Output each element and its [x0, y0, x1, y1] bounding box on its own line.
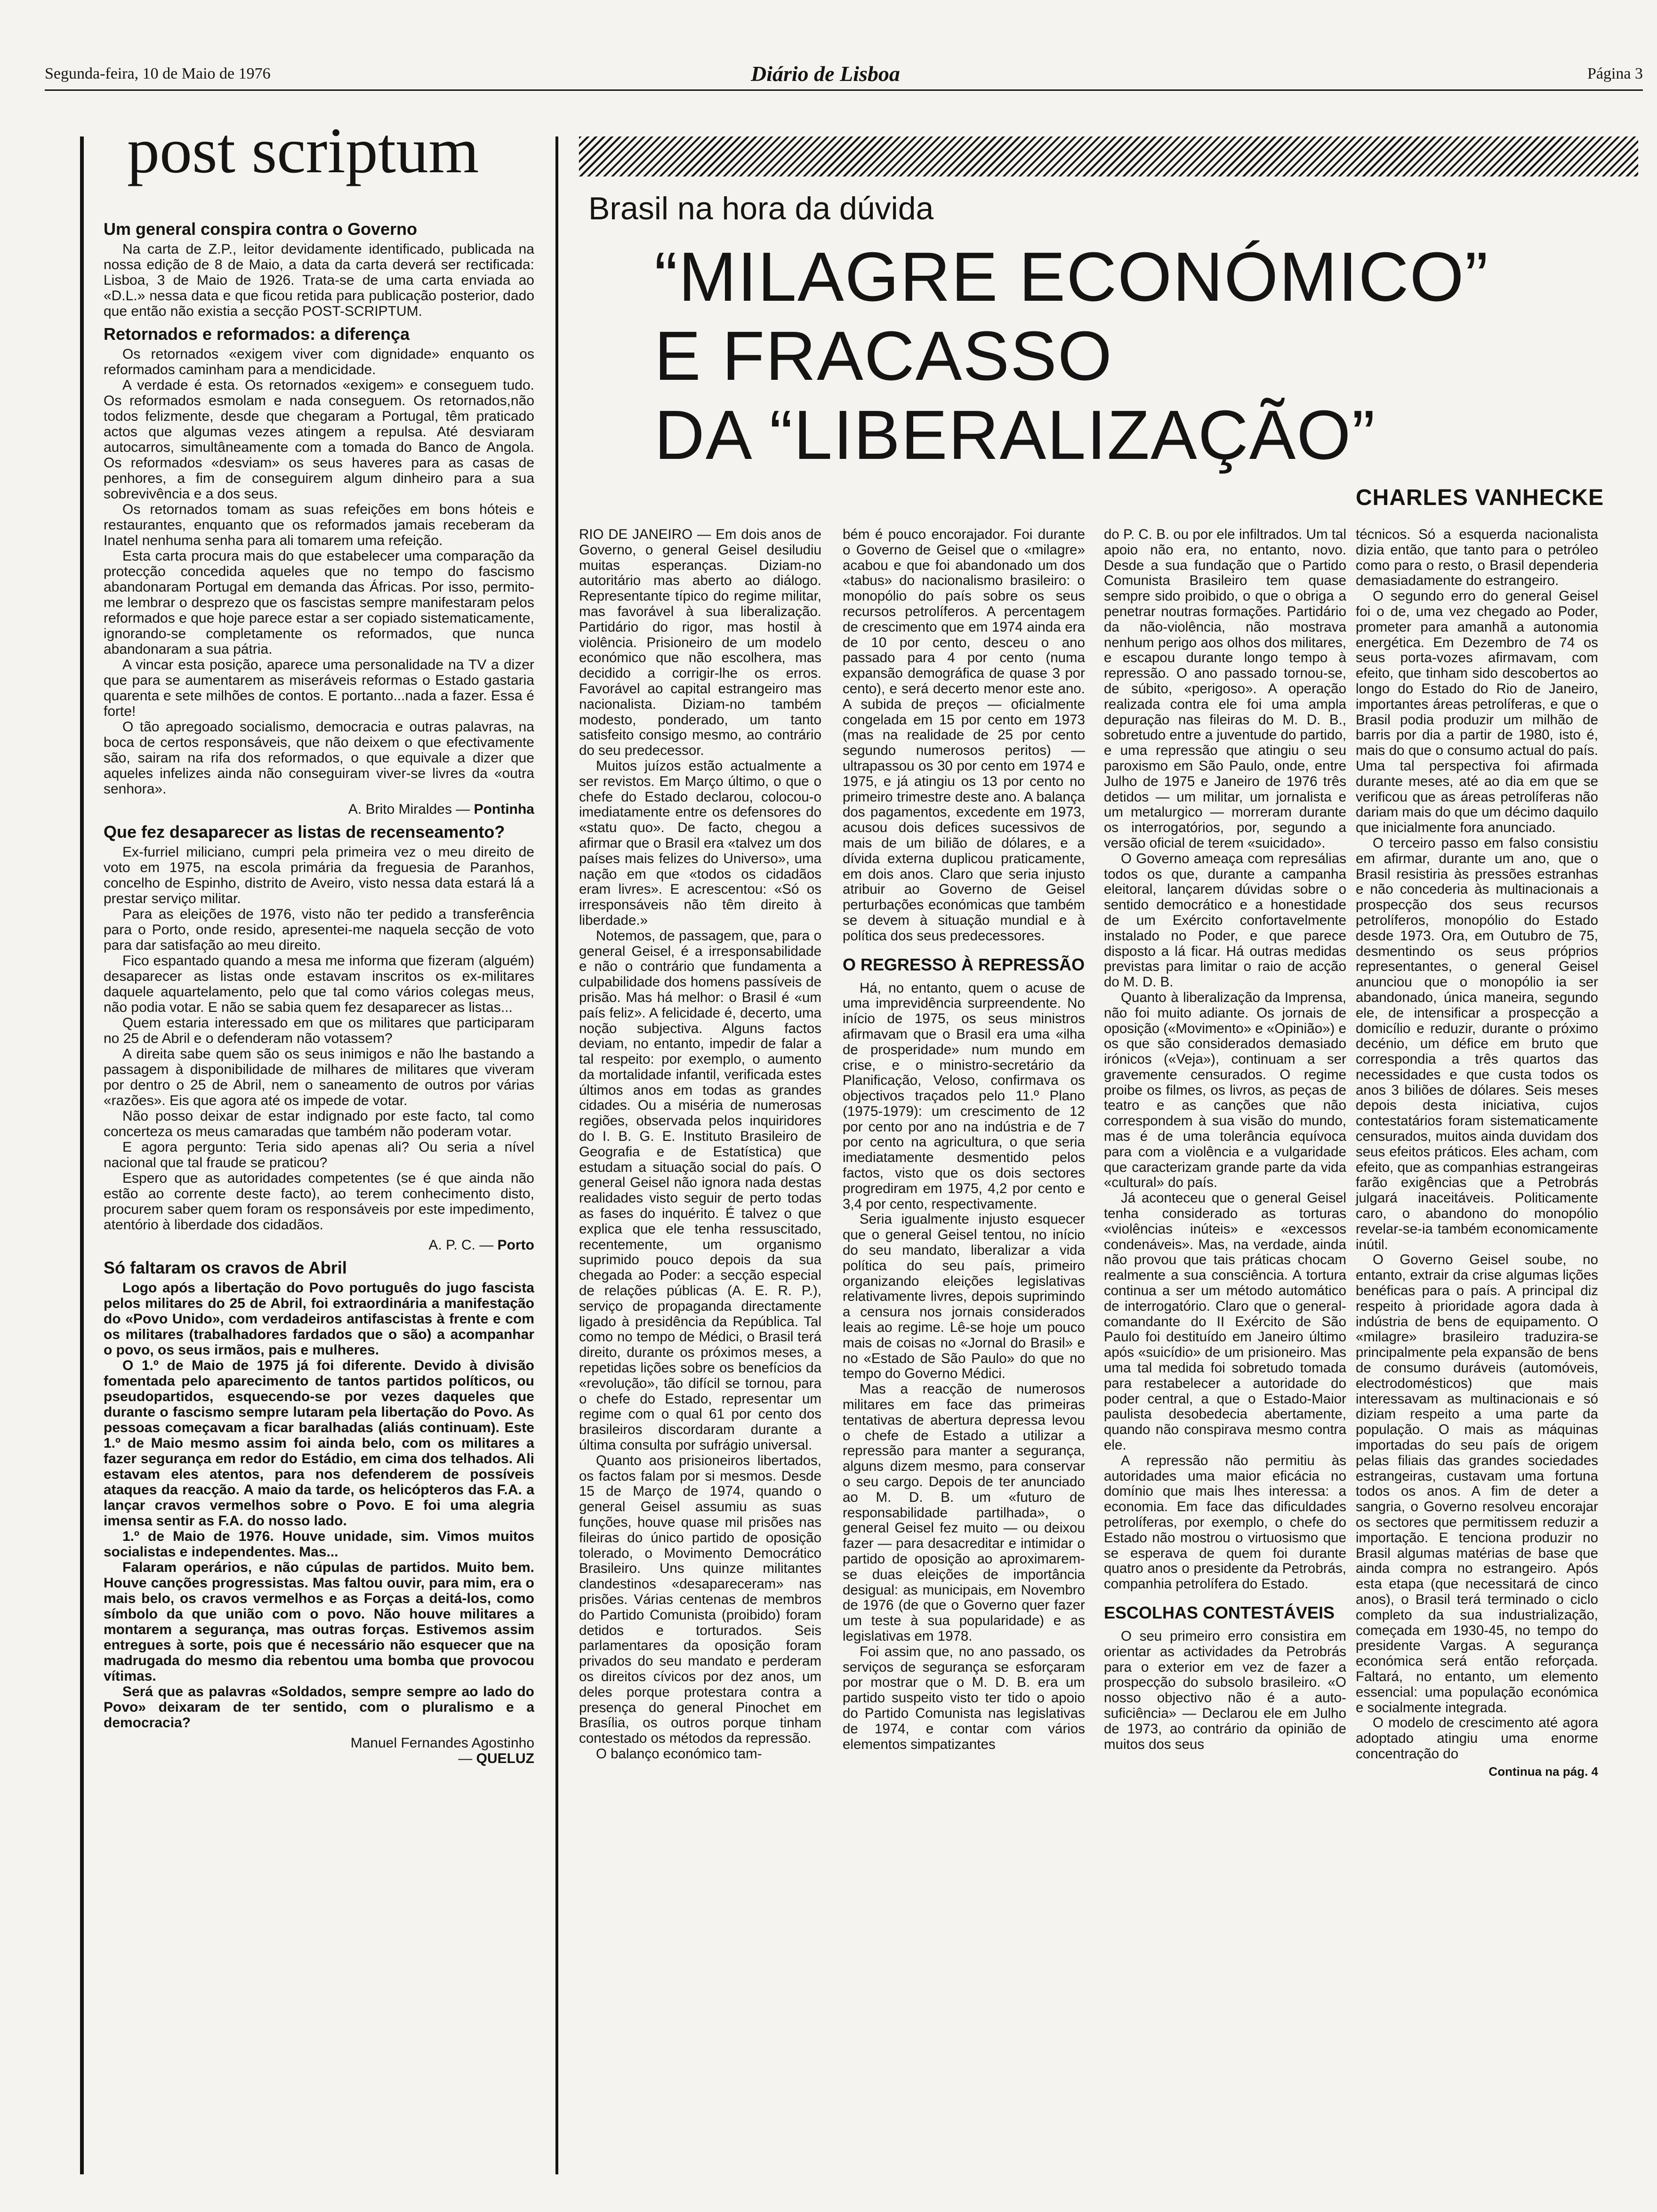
postscriptum-item: [104, 220, 534, 319]
headline-line-3: DA “LIBERALIZAÇÃO”: [654, 396, 1376, 474]
item-heading: Só faltaram os cravos de Abril: [104, 1258, 347, 1277]
item-signature: A. Brito Miraldes — Pontinha: [348, 801, 534, 817]
item-paragraph: A vincar esta posição, aparece uma personalidade na TV a dizer que para se aumentarem as miseráveis reformas o Estado gastaria quarenta e sete milhões de contos. E portanto...nada a fazer. Essa é forte!: [104, 657, 534, 719]
article-paragraph: O Governo ameaça com represálias todos os que, durante a campanha eleitoral, lançarem dúvidas sobre o sentido democrático e a honestidade de um Exército confortavelmente instalado no Poder, e que parece disposto a lá ficar. Há outras medidas previstas para limitar o raio de acção do M. D. B.: [1104, 850, 1346, 990]
item-paragraph: Os retornados «exigem viver com dignidade» enquanto os reformados caminham para a mendicidade.: [104, 346, 534, 377]
signature-name: Manuel Fernandes Agostinho: [350, 1735, 534, 1751]
item-paragraph: E agora pergunto: Teria sido apenas ali? Ou seria a nível nacional que tal fraude se praticou?: [104, 1139, 534, 1170]
article-column-3: [1104, 527, 1346, 1752]
column-divider-bar: [555, 136, 558, 2174]
article-paragraph: O terceiro passo em falso consistiu em afirmar, durante um ano, que o Brasil resistiria às pressões estranhas e não concederia às multinacionais a prospecção dos seus recursos petrolíferos, monopólio do Estado desde 1973. Ora, em Outubro de 75, desmentindo os seus próprios representantes, o general Geisel anunciou que o monopólio ia ser abandonado, única maneira, segundo ele, de intensificar a prospecção a domicílio e reduzir, durante o próximo decénio, um défice em bruto que correspondia a três quartos das necessidades e que custa todos os anos 3 biliões de dólares. Seis meses depois desta iniciativa, cujos contestatários foram sistematicamente censurados, muitos ainda duvidam dos seus efeitos práticos. Eles acham, com efeito, que as companhias estrangeiras farão exigências que a Petrobrás julgará inaceitáveis. Politicamente caro, o abandono do monopólio revelar-se-ia também economicamente inútil.: [1356, 835, 1598, 1252]
item-paragraph: Falaram operários, e não cúpulas de partidos. Muito bem. Houve canções progressistas. Mas faltou ouvir, para mim, era o mais belo, os cravos vermelhos e as Forças a deitá-los, como símbolo da que união com o povo. Não houve militares a montarem a segurança, mas outras forças. Estivemos assim entregues à sorte, pois que é necessário não esquecer que na madrugada do mesmo dia rebentou uma bomba que provocou vítimas.: [104, 1560, 534, 1684]
item-paragraph: Os retornados tomam as suas refeições em bons hóteis e restaurantes, enquanto que os reformados jamais receberam da Inatel nenhuma senha para ali tomarem uma refeição.: [104, 502, 534, 548]
page-number: Página 3: [1587, 65, 1643, 82]
article-column-1: [579, 527, 821, 1762]
item-paragraph: Logo após a libertação do Povo português do jugo fascista pelos militares do 25 de Abril, foi extraordinária a manifestação do «Povo Unido», com verdadeiros antifascistas à frente e com os militares (trabalhadores fardados que o são) a acompanhar o povo, os seus irmãos, pais e mulheres.: [104, 1280, 534, 1358]
item-paragraph: Ex-furriel miliciano, cumpri pela primeira vez o meu direito de voto em 1975, na escola primária da freguesia de Paranhos, concelho de Espinho, distrito de Aveiro, visto nessa data estará lá a prestar serviço militar.: [104, 844, 534, 906]
article-column-4: [1356, 527, 1598, 1779]
col3b-body: [1104, 1629, 1346, 1752]
article-paragraph: O segundo erro do general Geisel foi o de, uma vez chegado ao Poder, prometer para amanhã a autonomia energética. Em Dezembro de 74 os seus porta-vozes afirmavam, com efeito, que tinham sido descobertos ao longo do Estado do Rio de Janeiro, importantes áreas petrolíferas, e que o Brasil podia produzir um milhão de barris por dia a partir de 1980, isto é, mais do que o consumo actual do país. Uma tal perspectiva foi afirmada durante meses, até ao dia em que se verificou que as áreas petrolíferas não dariam mais do que um décimo daquilo que inicialmente fora anunciado.: [1356, 588, 1598, 836]
article-paragraph: Quanto à liberalização da Imprensa, não foi muito adiante. Os jornais de oposição («Movimento» e «Opinião») e os que são considerados demasiado irónicos («Veja»), continuam a ser gravemente censurados. O regime proibe os filmes, os livros, as peças de teatro e as canções que não correspondem à sua visão do mundo, mas é de uma tolerância equívoca para com a violência e a vulgaridade que caracterizam grande parte da vida «cultural» do país.: [1104, 989, 1346, 1191]
item-heading: Retornados e reformados: a diferença: [104, 324, 410, 344]
article-paragraph: A repressão não permitiu às autoridades uma maior eficácia no domínio que mais lhes interessa: a economia. Em face das dificuldades petrolíferas, por exemplo, o chefe do Estado não mostrou o virtuosismo que se esperava de quem foi durante quatro anos o presidente da Petrobrás, companhia petrolífera do Estado.: [1104, 1452, 1346, 1592]
item-heading: Um general conspira contra o Governo: [104, 219, 418, 239]
item-paragraph: Na carta de Z.P., leitor devidamente identificado, publicada na nossa edição de 8 de Maio, a data da carta deverá ser rectificada: Lisboa, 3 de Maio de 1926. Trata-se de uma carta enviada ao «D.L.» nessa data e que ficou retida para publicação posterior, dado que então não existia a secção POST-SCRIPTUM.: [104, 241, 534, 319]
article-kicker: Brasil na hora da dúvida: [588, 191, 934, 226]
article-paragraph: Há, no entanto, quem o acuse de uma imprevidência surpreendente. No início de 1975, os seus ministros afirmavam que o Brasil era uma «ilha de prosperidade» num mundo em crise, e o ministro-secretário da Planificação, Veloso, confirmava os objectivos traçados pelo 11.º Plano (1975-1979): um crescimento de 12 por cento por ano na indústria e de 7 por cento na agricultura, o que seria imediatamente desmentido pelos factos, visto que os dois sectores progrediram em 1975, 4,2 por cento e 3,4 por cento, respectivamente.: [843, 980, 1085, 1212]
col3a-body: [1104, 527, 1346, 1592]
subhead-regresso: O REGRESSO À REPRESSÃO: [843, 954, 1085, 974]
item-paragraph: Espero que as autoridades competentes (se é que ainda não estão ao corrente deste facto), ao terem conhecimento disto, procurem saber quem foram os responsáveis por este impedimento, atentório à liberdade dos cidadãos.: [104, 1170, 534, 1233]
item-paragraph: Será que as palavras «Soldados, sempre sempre ao lado do Povo» deixaram de ter sentido, com o pluralismo e a democracia?: [104, 1684, 534, 1731]
continued-note: Continua na pág. 4: [1488, 1764, 1598, 1779]
item-signature: A. P. C. — Porto: [428, 1237, 534, 1253]
article-paragraph: Seria igualmente injusto esquecer que o general Geisel tentou, no início do seu mandato, liberalizar a vida política do seu país, primeiro organizando eleições legislativas relativamente livres, depois suprimindo a censura nos jornais considerados leais ao regime. Lê-se hoje um pouco mais de coisas no «Jornal do Brasil» e no «Estado de São Paulo» do que no tempo do Governo Médici.: [843, 1211, 1085, 1382]
item-paragraph: 1.º de Maio de 1976. Houve unidade, sim. Vimos muitos socialistas e independentes. Mas...: [104, 1529, 534, 1560]
article-author: CHARLES VANHECKE: [1356, 485, 1604, 510]
postscriptum-item: [104, 823, 534, 1253]
headline-line-2: E FRACASSO: [654, 317, 1113, 395]
item-paragraph: O tão apregoado socialismo, democracia e outras palavras, na boca de certos responsáveis, que não deixem o que efectivamente são, sairam na rifa dos reformados, o que equivale a dizer que aqueles infelizes ainda não conseguiram viver-se livres da «outra senhora».: [104, 719, 534, 797]
article-paragraph: RIO DE JANEIRO — Em dois anos de Governo, o general Geisel desiludiu muitas esperanças. Diziam-no autoritário mas aberto ao diálogo. Representante típico do regime militar, mas favorável à sua liberalização. Partidário do rigor, mas hostil à violência. Prisioneiro de um modelo económico que não escolhera, mas decidido a corrigir-lhe os erros. Favorável ao capital estrangeiro mas nacionalista. Diziam-no também modesto, ponderado, um tanto satisfeito consigo mesmo, ao contrário do seu predecessor.: [579, 527, 821, 759]
col4-body: [1356, 527, 1598, 1762]
article-paragraph: O seu primeiro erro consistira em orientar as actividades da Petrobrás para o exterior em vez de fazer a prospecção do subsolo brasileiro. «O nosso objectivo não é a auto-suficiência» — Declarou ele em Julho de 1973, ao contrário da opinião de muitos dos seus: [1104, 1628, 1346, 1752]
article-paragraph: Foi assim que, no ano passado, os serviços de segurança se esforçaram por mostrar que o M. D. B. era um partido suspeito visto ter tido o apoio do Partido Comunista nas legislativas de 1974, e contar com vários elementos simpatizantes: [843, 1643, 1085, 1752]
header-rule: [45, 89, 1643, 91]
item-paragraph: Fico espantado quando a mesa me informa que fizeram (alguém) desaparecer as listas onde estavam inscritos os ex-militares daquele aquartelamento, pelo que tal como vários colegas meus, não podia votar. E não se sabia quem fez desaparecer as listas...: [104, 953, 534, 1015]
postscriptum-title: post scriptum: [127, 114, 479, 186]
postscriptum-item: [104, 1258, 534, 1766]
item-paragraph: Quem estaria interessado em que os militares que participaram no 25 de Abril e o defenderam não votassem?: [104, 1015, 534, 1046]
article-paragraph: O Governo Geisel soube, no entanto, extrair da crise algumas lições benéficas para o país. A principal diz respeito à prioridade agora dada à indústria de bens de equipamento. O «milagre» brasileiro traduzira-se principalmente pela expansão de bens de consumo duráveis (automóveis, electrodomésticos) que mais interessavam as multinacionais e só diziam respeito a uma parte da população. O mais as máquinas importadas do seu país de origem pelas filiais das grandes sociedades estrangeiras, custavam uma fortuna todos os anos. A fim de deter a sangria, o Governo resolveu encorajar os sectores que permitissem reduzir a importação. E tenciona produzir no Brasil algumas matérias de base que ainda compra no estrangeiro. Após esta etapa (que necessitará de cinco anos), o Brasil terá terminado o ciclo completo da sua industrialização, começada em 1930-45, no tempo do presidente Vargas. A segurança económica será então reforçada. Faltará, no entanto, um elemento essencial: uma população económica e socialmente integrada.: [1356, 1252, 1598, 1715]
item-paragraph: Esta carta procura mais do que estabelecer uma comparação da protecção concedida aqueles que no tempo do fascismo abandonaram Portugal em demanda das Áfricas. Por isso, permito-me lembrar o desprezo que os fascistas sempre manifestaram pelos reformados e que hoje parece estar a ser copiado sistematicamente, ignorando-se completamente os reformados, que nunca abandonaram a sua pátria.: [104, 548, 534, 657]
article-column-2: [843, 527, 1085, 1752]
headline-line-1: “MILAGRE ECONÓMICO”: [654, 238, 1489, 316]
item-heading: Que fez desaparecer as listas de recenseamento?: [104, 822, 505, 842]
signature-place: Porto: [497, 1237, 534, 1253]
article-paragraph: Quanto aos prisioneiros libertados, os factos falam por si mesmos. Desde 15 de Março de 1974, quando o general Geisel assumiu as suas funções, houve quase mil prisões nas fileiras do único partido de oposição tolerado, o Movimento Democrático Brasileiro. Uns quinze militantes clandestinos «desapareceram» nas prisões. Várias centenas de membros do Partido Comunista (proibido) foram detidos e torturados. Seis parlamentares da oposição foram privados do seu mandato e perderam os direitos cívicos por dez anos, um deles porque protestara contra a presença do general Pinochet em Brasília, os outros porque tinham contestado os métodos da repressão.: [579, 1452, 821, 1747]
hatched-band: [579, 136, 1638, 176]
article-paragraph: técnicos. Só a esquerda nacionalista dizia então, que tanto para o petróleo como para o resto, o Brasil dependeria demasiadamente do estrangeiro.: [1356, 527, 1598, 589]
article-paragraph: bém é pouco encorajador. Foi durante o Governo de Geisel que o «milagre» acabou e que foi abandonado um dos «tabus» do nacionalismo brasileiro: o monopólio do país sobre os seus recursos petrolíferos. A percentagem de crescimento que em 1974 ainda era de 10 por cento, desceu o ano passado para 4 por cento (numa expansão demográfica de quase 3 por cento), e será decerto menor este ano. A subida de preços — oficialmente congelada em 15 por cento em 1973 (mas na realidade de 25 por cento segundo numerosos peritos) — ultrapassou os 30 por cento em 1974 e 1975, e já atingiu os 13 por cento no primeiro trimestre deste ano. A balança dos pagamentos, excedente em 1973, acusou dois defices sucessivos de mais de um bilião de dólares, e a dívida externa duplicou praticamente, em dois anos. Claro que seria injusto atribuir ao Governo de Geisel perturbações económicas que também se devem à situação mundial e à política dos seus predecessores.: [843, 527, 1085, 944]
article-paragraph: O balanço económico tam-: [596, 1746, 762, 1762]
col1-body: [579, 527, 821, 1762]
postscriptum-item: [104, 325, 534, 817]
article-paragraph: Já aconteceu que o general Geisel tenha considerado as torturas «violências inúteis» e «excessos condenáveis». Mas, na verdade, ainda não provou que tais práticas chocam realmente a sua consciência. A tortura continua a ser um método automático de interrogatório. Claro que o general-comandante do II Exército de São Paulo foi destituído em Janeiro último após «suicídio» de um prisioneiro. Mas uma tal medida foi sobretudo tomada para restabelecer a autoridade do poder central, a que o Estado-Maior paulista desobedecia abertamente, quando não conspirava mesmo contra ele.: [1104, 1190, 1346, 1453]
item-paragraph: O 1.º de Maio de 1975 já foi diferente. Devido à divisão fomentada pelo aparecimento de tantos partidos políticos, ou pseudopartidos, esquecendo-se por vezes daqueles que durante o fascismo sempre lutaram pela libertação do Povo. As pessoas começavam a ficar baralhadas (aliás continuam). Este 1.º de Maio mesmo assim foi ainda belo, com os militares a fazer segurança em redor do Estádio, em cima dos telhados. Ali estavam eles atentos, para nos defenderem de possíveis ataques da reacção. A maio da tarde, os helicópteros das F.A. a lançar cravos vermelhos sobre o Povo. E foi uma alegria imensa sentir as F.A. do nosso lado.: [104, 1358, 534, 1529]
masthead: Diário de Lisboa: [751, 62, 900, 86]
item-signature: Manuel Fernandes Agostinho — QUELUZ: [350, 1735, 534, 1766]
article-paragraph: Notemos, de passagem, que, para o general Geisel, é a irresponsabilidade e não o contrário que fundamenta a culpabilidade dos homens passíveis de prisão. Mas há melhor: o Brasil é «um país feliz». A felicidade é, decerto, uma noção subjectiva. Alguns factos deviam, no entanto, impedir de falar a tal respeito: por exemplo, o aumento da mortalidade infantil, verificada estes últimos anos em todas as grandes cidades. Ou a miséria de numerosas regiões, observada pelos inquiridores do I. B. G. E. Instituto Brasileiro de Geografia e de Estatística) que estudam a situação social do país. O general Geisel não ignora nada destas realidades visto seguir de perto todas as fases do inquérito. É talvez o que explica que ele tenha ressuscitado, recentemente, um organismo suprimido pouco depois da sua chegada ao Poder: a secção especial de relações públicas (A. E. R. P.), serviço de propaganda directamente ligado à presidência da República. Tal como no tempo de Médici, o Brasil terá direito, durante os próximos meses, a repetidas lições sobre os benefícios da «revolução», tão difícil se tornou, para o chefe do Estado, representar um regime com o qual 61 por cento dos brasileiros discordaram durante a última consulta por sufrágio universal.: [579, 928, 821, 1453]
postscriptum-column: [104, 214, 534, 1772]
col2a-body: [843, 527, 1085, 944]
article-paragraph: do P. C. B. ou por ele infiltrados. Um tal apoio não era, no entanto, novo. Desde a sua fundação que o Partido Comunista Brasileiro tem quase sempre sido proibido, o que o obriga a penetrar noutras formações. Partidário da não-violência, não mostrava nenhum perigo aos olhos dos militares, e escapou durante longo tempo à repressão. O ano passado tornou-se, de súbito, «perigoso». A operação realizada contra ele foi uma ampla depuração nas fileiras do M. D. B., sobretudo entre a juventude do partido, e uma repressão que atingiu o seu paroxismo em São Paulo, onde, entre Julho de 1975 e Janeiro de 1976 três detidos — um militar, um jornalista e um metalurgico — morreram durante os interrogatórios, por, segundo a versão oficial de terem «suicidado».: [1104, 527, 1346, 851]
signature-place: Pontinha: [474, 801, 534, 817]
subhead-escolhas: ESCOLHAS CONTESTÁVEIS: [1104, 1603, 1335, 1622]
article-paragraph: Muitos juízos estão actualmente a ser revistos. Em Março último, o que o chefe do Estado declarou, colocou-o imediatamente entre os defensores do «statu quo». De facto, chegou a afirmar que o Brasil era «talvez um dos países mais felizes do Universo», uma nação em que «todos os cidadãos eram livres». E acrescentou: «Só os irresponsáveis não têm direito à liberdade.»: [579, 758, 821, 928]
signature-name: A. P. C.: [428, 1237, 475, 1253]
page-header: [45, 61, 1643, 88]
item-paragraph: Para as eleições de 1976, visto não ter pedido a transferência para o Porto, onde resido, apresentei-me naquela secção de voto para dar satisfação ao meu direito.: [104, 906, 534, 953]
left-margin-bar: [80, 136, 84, 2174]
item-paragraph: A verdade é esta. Os retornados «exigem» e conseguem tudo. Os reformados esmolam e nada conseguem. Os retornados,não todos felizmente, desde que chegaram a Portugal, têm praticado actos que algumas vezes atingem a repulsa. Até desviaram autocarros, simultâneamente com a tomada do Banco de Angola. Os reformados «desviam» os seus haveres para as casas de penhores, a fim de conseguirem algum dinheiro para a sua sobrevivência e a dos seus.: [104, 377, 534, 502]
article-paragraph: O modelo de crescimento até agora adoptado atingiu uma enorme concentração do: [1356, 1715, 1598, 1762]
signature-name: A. Brito Miraldes: [348, 801, 452, 817]
article-paragraph: Mas a reacção de numerosos militares em face das primeiras tentativas de abertura depressa levou o chefe de Estado a utilizar a repressão para manter a segurança, alguns dizem mesmo, para conservar o seu cargo. Depois de ter anunciado ao M. D. B. um «futuro de responsabilidade partilhada», o general Geisel fez muito — ou deixou fazer — para desacreditar e intimidar o partido de oposição ao aproximarem-se duas eleições de importância desigual: as municipais, em Novembro de 1976 (de que o Governo quer fazer um teste à sua popularidade) e as legislativas em 1978.: [843, 1381, 1085, 1644]
header-date: Segunda-feira, 10 de Maio de 1976: [45, 65, 271, 82]
item-paragraph: Não posso deixar de estar indignado por este facto, tal como concerteza os meus camaradas que também não poderam votar.: [104, 1108, 534, 1139]
col2b-body: [843, 981, 1085, 1753]
item-paragraph: A direita sabe quem são os seus inimigos e não lhe bastando a passagem à disponibilidade de milhares de militares que viveram por dentro o 25 de Abril, nem o saneamento de outros por várias «razões». Eis que agora até os impede de votar.: [104, 1046, 534, 1108]
article-headline: [654, 238, 1619, 475]
signature-place: QUELUZ: [476, 1751, 534, 1766]
